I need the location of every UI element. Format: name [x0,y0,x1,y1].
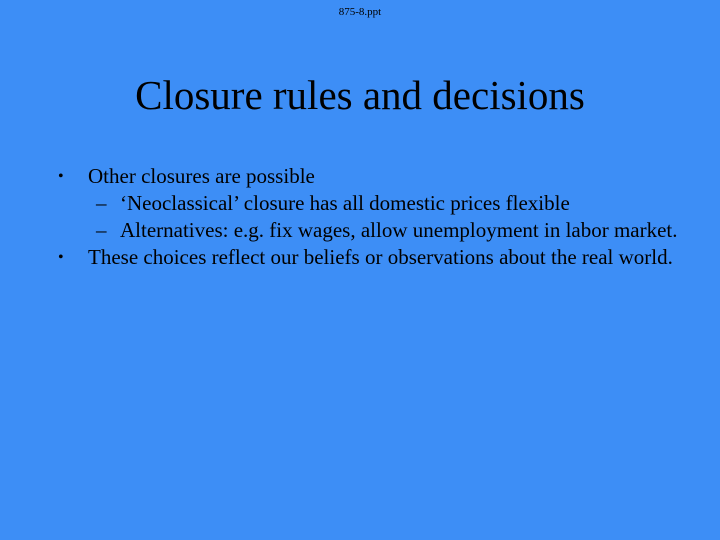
sub-bullet-text: Alternatives: e.g. fix wages, allow unemployment in labor market. [120,218,678,242]
bullet-item [58,163,688,190]
file-name-label: 875-8.ppt [338,6,382,18]
bullet-icon: • [58,168,64,185]
slide-title: Closure rules and decisions [135,72,585,118]
slide-body [58,163,688,271]
bullet-text: Other closures are possible [88,164,315,188]
bullet-text: These choices reflect our beliefs or observations about the real world. [88,245,673,269]
bullet-icon: • [58,249,64,266]
sub-bullet-text: ‘Neoclassical’ closure has all domestic prices flexible [120,191,570,215]
bullet-item [58,244,688,271]
dash-icon: – [96,191,107,215]
sub-bullet-item [58,217,688,244]
dash-icon: – [96,218,107,242]
sub-bullet-item [58,190,688,217]
